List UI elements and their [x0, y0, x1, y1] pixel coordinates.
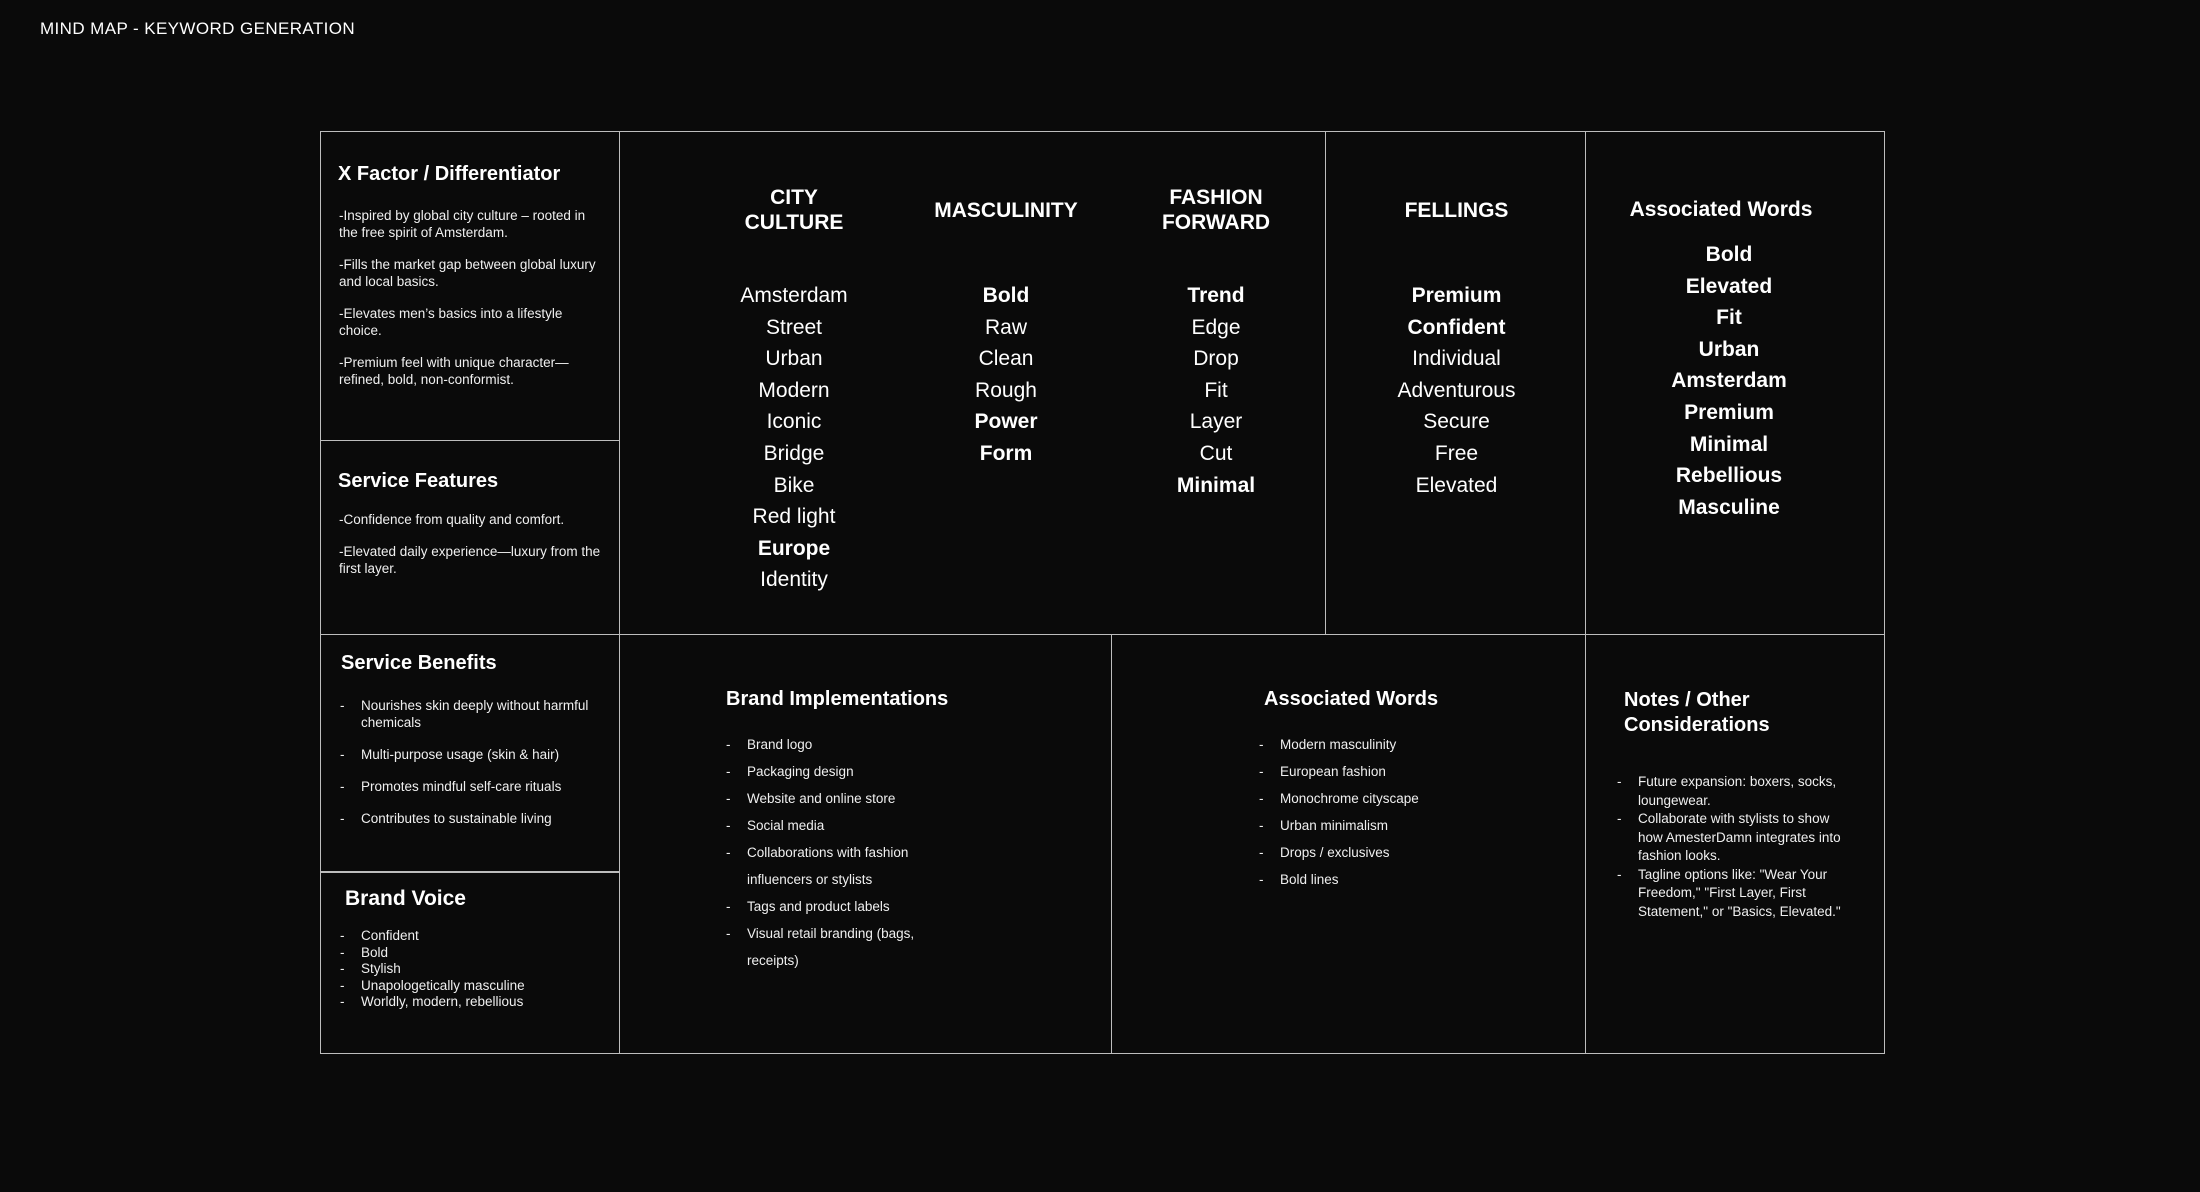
brand-voice-box: [320, 871, 620, 1054]
service-benefits-item: - Contributes to sustainable living: [340, 810, 602, 827]
feelings-box: [1325, 131, 1586, 635]
column-words-city-culture: [694, 280, 894, 596]
xfactor-list: [339, 207, 604, 403]
keyword: Rough: [975, 378, 1037, 402]
column-heading-line: FORWARD: [1161, 211, 1271, 234]
associated-words-bottom-item: - Modern masculinity: [1259, 731, 1489, 758]
column-heading: [694, 185, 894, 235]
keyword: Form: [979, 441, 1033, 465]
associated-words-top-title: Associated Words: [1629, 198, 1813, 221]
associated-word: Masculine: [1678, 495, 1780, 519]
associated-words-bottom-item: - Bold lines: [1259, 866, 1489, 893]
column-heading: [1116, 185, 1316, 235]
keyword: Clean: [978, 347, 1034, 371]
keyword: Secure: [1423, 410, 1490, 434]
keyword: Edge: [1191, 315, 1241, 339]
keyword: Drop: [1193, 347, 1239, 371]
associated-words-bottom-box: [1111, 634, 1586, 1054]
notes-item: - Collaborate with stylists to show how AmesterDamn integrates into fashion looks.: [1617, 810, 1857, 866]
associated-words-top-box: [1585, 131, 1885, 635]
associated-words-bottom-item: - European fashion: [1259, 758, 1489, 785]
keyword: Adventurous: [1397, 378, 1516, 402]
keyword: Confident: [1407, 315, 1506, 339]
brand-voice-item: - Confident: [340, 928, 602, 945]
associated-word: Rebellious: [1675, 464, 1783, 488]
keyword: Layer: [1189, 410, 1243, 434]
associated-word: Minimal: [1689, 432, 1769, 456]
associated-word: Amsterdam: [1671, 369, 1787, 393]
notes-list: [1617, 773, 1857, 921]
keyword: Cut: [1199, 441, 1233, 465]
keyword: Amsterdam: [740, 284, 848, 307]
service-benefits-item: - Multi-purpose usage (skin & hair): [340, 746, 602, 763]
brand-voice-list: [340, 928, 602, 1011]
keyword: Street: [765, 315, 823, 339]
brand-implementations-item: - Packaging design: [726, 758, 941, 785]
keyword: Identity: [760, 568, 828, 592]
brand-implementations-item: - Brand logo: [726, 731, 941, 758]
keyword: Individual: [1412, 347, 1501, 371]
xfactor-box: [320, 131, 620, 441]
brand-voice-item: - Stylish: [340, 961, 602, 978]
keyword-columns-box: [619, 131, 1326, 635]
associated-word: Fit: [1716, 306, 1742, 330]
column-heading: MASCULINITY: [934, 199, 1078, 222]
associated-word: Premium: [1684, 400, 1774, 424]
column-words-masculinity: [906, 280, 1106, 470]
xfactor-item: -Elevates men’s basics into a lifestyle choice.: [339, 306, 563, 338]
associated-words-bottom-item: - Monochrome cityscape: [1259, 785, 1489, 812]
service-features-list: [339, 511, 604, 592]
notes-item: - Tagline options like: "Wear Your Freedom," "First Layer, First Statement," or "Basics, Elevated.": [1617, 866, 1857, 922]
keyword: Fit: [1204, 378, 1228, 402]
brand-voice-item: - Worldly, modern, rebellious: [340, 994, 602, 1011]
associated-word: Bold: [1705, 243, 1753, 266]
brand-voice-item: - Unapologetically masculine: [340, 978, 602, 995]
associated-words-bottom-list: [1259, 731, 1489, 893]
brand-implementations-item: - Visual retail branding (bags, receipts): [726, 920, 941, 974]
notes-item: - Future expansion: boxers, socks, loungewear.: [1617, 773, 1857, 810]
brand-implementations-item: - Social media: [726, 812, 941, 839]
brand-voice-item: - Bold: [340, 945, 602, 962]
keyword: Europe: [757, 536, 831, 560]
column-words-fashion-forward: [1116, 280, 1316, 501]
associated-words-bottom-title: Associated Words: [1264, 688, 1439, 710]
column-heading-line: CULTURE: [744, 211, 844, 234]
keyword: Raw: [984, 315, 1027, 339]
service-features-item: -Elevated daily experience—luxury from the first layer.: [339, 544, 601, 576]
keyword: Red light: [752, 505, 836, 529]
xfactor-item: -Premium feel with unique character—refined, bold, non-conformist.: [339, 355, 569, 387]
keyword: Bold: [982, 284, 1030, 307]
keyword: Modern: [758, 378, 830, 402]
brand-implementations-list: [726, 731, 941, 974]
xfactor-title: X Factor / Differentiator: [338, 163, 561, 185]
column-heading-line: FASHION: [1169, 186, 1263, 209]
keyword: Trend: [1187, 284, 1245, 307]
keyword: Premium: [1411, 284, 1502, 307]
xfactor-item: -Inspired by global city culture – rooted in the free spirit of Amsterdam.: [339, 208, 586, 240]
service-benefits-list: [340, 697, 602, 827]
keyword: Bike: [773, 473, 815, 497]
keyword: Free: [1434, 441, 1479, 465]
service-benefits-title: Service Benefits: [341, 652, 497, 674]
associated-words-bottom-item: - Drops / exclusives: [1259, 839, 1489, 866]
service-benefits-box: [320, 634, 620, 873]
service-features-title: Service Features: [338, 470, 499, 492]
column-words-feelings: [1326, 280, 1587, 501]
service-benefits-item: - Promotes mindful self-care rituals: [340, 778, 602, 795]
brand-voice-title: Brand Voice: [345, 887, 466, 910]
service-benefits-item: - Nourishes skin deeply without harmful chemicals: [340, 697, 602, 731]
keyword: Urban: [765, 347, 823, 371]
xfactor-item: -Fills the market gap between global luxury and local basics.: [339, 257, 596, 289]
column-heading: FELLINGS: [1404, 199, 1509, 222]
associated-words-top-list: [1586, 239, 1872, 523]
service-features-box: [320, 440, 620, 635]
brand-implementations-title: Brand Implementations: [726, 688, 949, 710]
service-features-item: -Confidence from quality and comfort.: [339, 512, 565, 527]
associated-words-bottom-item: - Urban minimalism: [1259, 812, 1489, 839]
associated-word: Elevated: [1685, 274, 1773, 298]
keyword: Iconic: [766, 410, 822, 434]
notes-box: [1585, 634, 1885, 1054]
brand-implementations-item: - Collaborations with fashion influencers or stylists: [726, 839, 941, 893]
brand-implementations-item: - Tags and product labels: [726, 893, 941, 920]
keyword: Elevated: [1415, 473, 1498, 497]
column-heading-line: CITY: [770, 186, 818, 209]
notes-title: Notes / Other Considerations: [1624, 689, 1770, 736]
brand-implementations-item: - Website and online store: [726, 785, 941, 812]
keyword: Power: [974, 410, 1038, 434]
keyword: Bridge: [763, 441, 825, 465]
brand-implementations-box: [619, 634, 1112, 1054]
page-title: MIND MAP - KEYWORD GENERATION: [40, 19, 356, 38]
associated-word: Urban: [1698, 337, 1760, 361]
keyword: Minimal: [1176, 473, 1256, 497]
